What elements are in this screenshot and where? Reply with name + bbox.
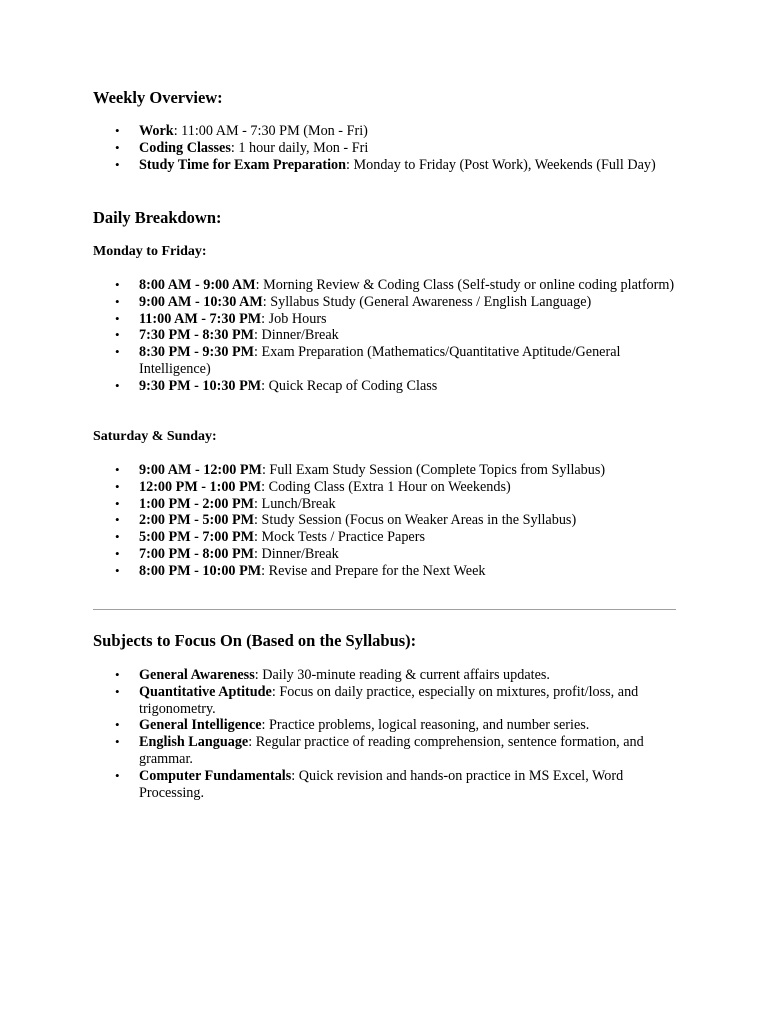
item-text: : Lunch/Break <box>254 495 336 512</box>
item-label: General Awareness <box>139 667 255 683</box>
item-label: 8:00 PM - 10:00 PM <box>139 562 262 579</box>
item-label: Study Time for Exam Preparation <box>139 156 347 173</box>
item-text: : Monday to Friday (Post Work), Weekends (Full Day) <box>346 156 656 173</box>
list-item <box>93 479 676 496</box>
horizontal-divider <box>93 609 676 610</box>
item-label: 8:30 PM - 9:30 PM <box>139 344 255 361</box>
list-item <box>93 529 676 546</box>
item-label: Coding Classes <box>139 139 231 156</box>
weekends-schedule-list <box>93 462 676 580</box>
item-text: : Syllabus Study (General Awareness / English Language) <box>262 293 592 310</box>
list-item <box>93 157 676 174</box>
item-text: : Mock Tests / Practice Papers <box>254 529 425 546</box>
item-label: English Language <box>139 734 249 751</box>
list-item <box>93 378 676 395</box>
weekdays-heading: Monday to Friday: <box>93 244 207 259</box>
subjects-heading: Subjects to Focus On (Based on the Syllabus): <box>93 631 417 650</box>
list-item <box>93 140 676 157</box>
item-label: Work <box>139 123 174 139</box>
list-item <box>93 277 676 294</box>
item-text: : Exam Preparation (Mathematics/Quantitative Aptitude/General Intelligence) <box>139 344 621 377</box>
item-text: : Coding Class (Extra 1 Hour on Weekends) <box>261 478 511 495</box>
item-text: : Focus on daily practice, especially on mixtures, profit/loss, and trigonometry. <box>139 683 639 717</box>
list-item <box>93 684 676 718</box>
list-item <box>93 123 676 140</box>
list-item <box>93 294 676 311</box>
list-item <box>93 667 676 684</box>
item-text: : Revise and Prepare for the Next Week <box>261 562 486 579</box>
list-item <box>93 768 676 802</box>
item-label: 9:30 PM - 10:30 PM <box>139 377 262 394</box>
weekdays-schedule-list <box>93 277 676 395</box>
item-text: : Regular practice of reading comprehension, sentence formation, and grammar. <box>139 734 644 767</box>
weekends-heading: Saturday & Sunday: <box>93 429 217 444</box>
item-text: : Practice problems, logical reasoning, and number series. <box>261 717 590 734</box>
list-item <box>93 462 676 479</box>
item-label: 12:00 PM - 1:00 PM <box>139 478 262 495</box>
item-text: : 11:00 AM - 7:30 PM (Mon - Fri) <box>173 123 368 139</box>
weekly-overview-list <box>93 123 676 173</box>
item-text: : Job Hours <box>261 310 327 327</box>
subjects-list <box>93 667 676 801</box>
list-item <box>93 546 676 563</box>
item-label: 7:00 PM - 8:00 PM <box>139 545 255 562</box>
item-text: : Dinner/Break <box>254 545 339 562</box>
list-item <box>93 344 676 378</box>
list-item <box>93 717 676 734</box>
item-text: : Quick revision and hands-on practice in MS Excel, Word Processing. <box>139 767 624 801</box>
item-label: 5:00 PM - 7:00 PM <box>139 529 255 546</box>
item-text: : Full Exam Study Session (Complete Topics from Syllabus) <box>261 462 606 478</box>
item-label: Quantitative Aptitude <box>139 683 272 700</box>
list-item <box>93 311 676 328</box>
item-label: 8:00 AM - 9:00 AM <box>139 277 256 293</box>
list-item <box>93 734 676 768</box>
item-text: : Dinner/Break <box>254 327 339 344</box>
list-item <box>93 327 676 344</box>
item-text: : Morning Review & Coding Class (Self-study or online coding platform) <box>255 277 675 293</box>
item-label: 11:00 AM - 7:30 PM <box>139 310 262 327</box>
item-text: : Daily 30-minute reading & current affairs updates. <box>254 667 550 683</box>
item-label: 2:00 PM - 5:00 PM <box>139 512 255 529</box>
item-label: 9:00 AM - 12:00 PM <box>139 462 262 478</box>
item-label: 9:00 AM - 10:30 AM <box>139 293 263 310</box>
list-item <box>93 563 676 580</box>
item-text: : Study Session (Focus on Weaker Areas in the Syllabus) <box>254 512 577 529</box>
item-label: General Intelligence <box>139 717 262 734</box>
daily-breakdown-heading: Daily Breakdown: <box>93 208 222 227</box>
list-item <box>93 512 676 529</box>
item-text: : 1 hour daily, Mon - Fri <box>230 139 369 156</box>
item-label: 1:00 PM - 2:00 PM <box>139 495 255 512</box>
weekly-overview-heading: Weekly Overview: <box>93 88 223 107</box>
item-text: : Quick Recap of Coding Class <box>261 377 438 394</box>
item-label: 7:30 PM - 8:30 PM <box>139 327 255 344</box>
item-label: Computer Fundamentals <box>139 767 292 784</box>
list-item <box>93 496 676 513</box>
